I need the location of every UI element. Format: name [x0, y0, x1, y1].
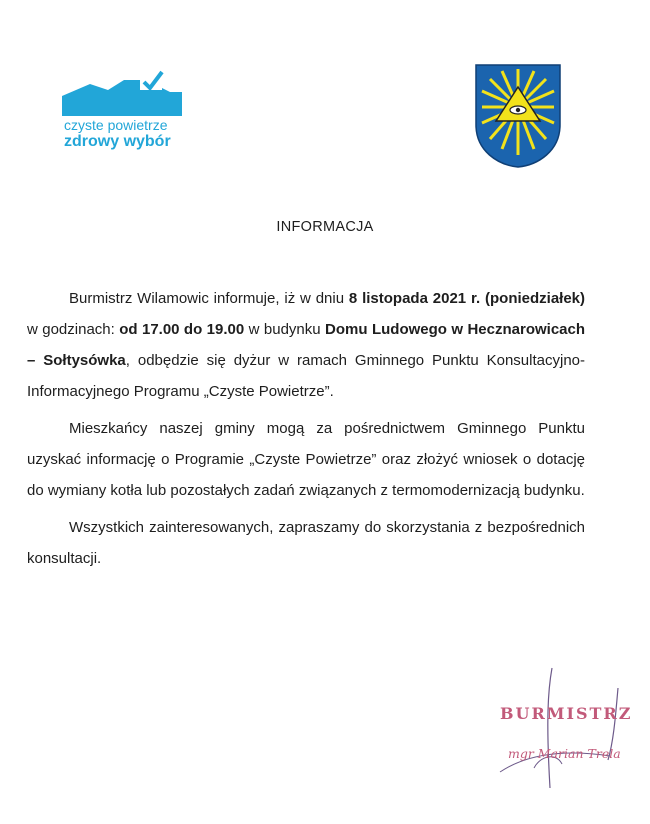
document-body [27, 283, 585, 580]
signature-stamp [490, 660, 640, 800]
paragraph-3 [27, 512, 585, 574]
logo-line2: zdrowy wybór [64, 133, 171, 150]
location-text: Domu Ludowego w Hecznarowicach – Sołtysówka [27, 321, 586, 369]
stamp-title: BURMISTRZ [500, 704, 633, 723]
text-segment: Mieszkańcy naszej gminy mogą za pośrednictwem Gminnego Punktu uzyskać informację o Programie „Czyste Powietrze” oraz złożyć wniosek o dotację do wymiany kotła lub pozostałych zadań związanych z termomodernizacją budynku. [27, 420, 585, 499]
eye-of-providence-shield-icon [474, 63, 562, 169]
text-segment: Burmistrz Wilamowic informuje, iż w dniu [69, 290, 349, 307]
czyste-powietrze-logo [62, 70, 198, 162]
text-segment: Wszystkich zainteresowanych, zapraszamy do skorzystania z bezpośrednich konsultacji. [27, 519, 585, 567]
text-segment: , odbędzie się dyżur w ramach Gminnego Punktu Konsultacyjno-Informacyjnego Programu „Czyste Powietrze”. [27, 352, 586, 400]
coat-of-arms [474, 63, 562, 169]
paragraph-2 [27, 413, 585, 506]
weekday-text: (poniedziałek) [485, 290, 586, 307]
text-segment: w budynku [244, 321, 326, 338]
text-segment: w godzinach: [27, 321, 120, 338]
logo-line1: czyste powietrze [64, 117, 168, 133]
paragraph-1 [27, 283, 585, 407]
house-with-checkmark-icon [62, 70, 198, 118]
hours-text: od 17.00 do 19.00 [119, 321, 245, 338]
page-title: INFORMACJA [276, 219, 374, 235]
signature-icon [490, 660, 640, 800]
date-text: 8 listopada 2021 r. [348, 290, 481, 307]
stamp-name: mgr Marian Trela [508, 746, 621, 761]
